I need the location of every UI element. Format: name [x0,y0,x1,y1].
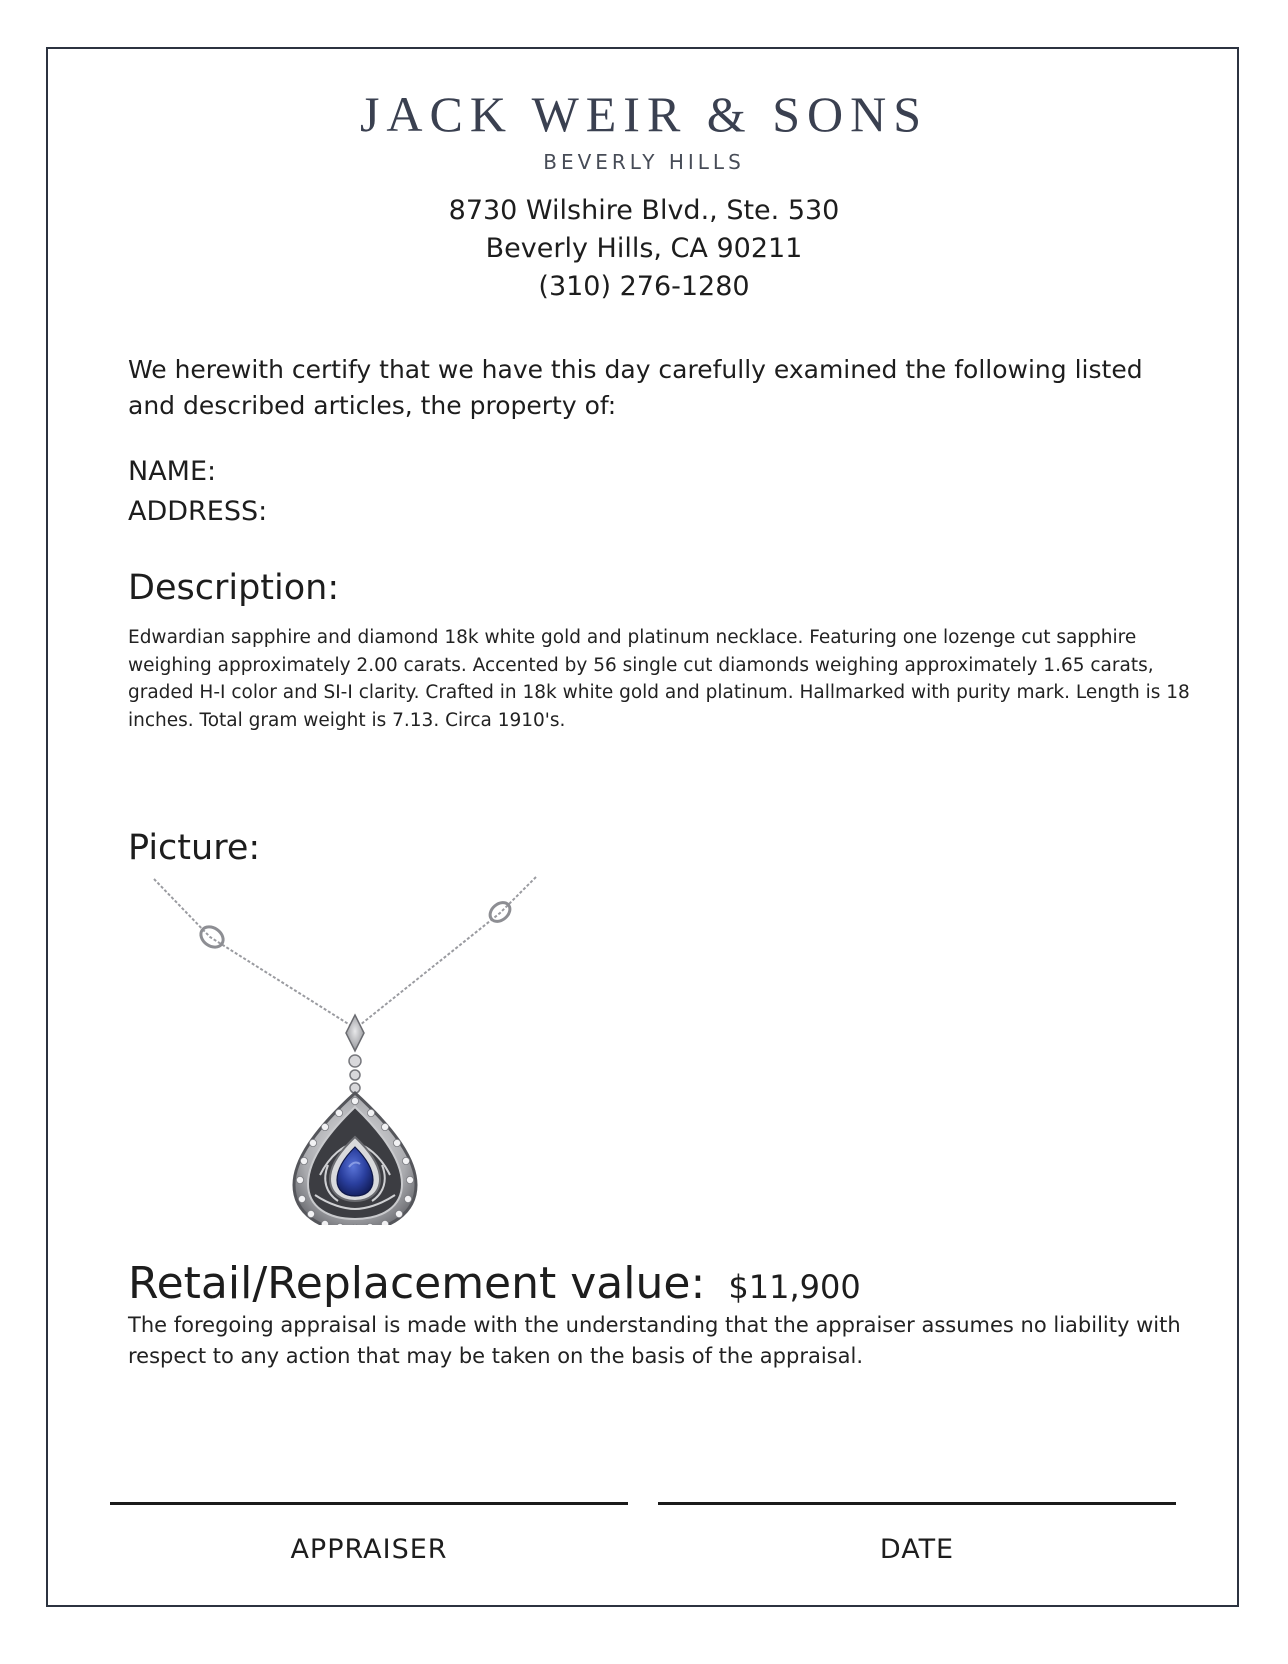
necklace-picture [150,875,540,1225]
valuation-label: Retail/Replacement value: [128,1258,706,1309]
name-field-label: NAME: [128,456,217,487]
pendant-body [294,1093,416,1225]
chain [154,877,536,1025]
address-field-label: ADDRESS: [128,496,268,527]
date-label: DATE [879,1534,955,1565]
valuation-row [128,1256,861,1312]
pendant-bail [346,1015,364,1093]
description-heading: Description: [128,568,340,608]
appraiser-signature-line [110,1502,628,1505]
valuation-amount: $11,900 [728,1268,861,1306]
address-city: Beverly Hills, CA 90211 [485,233,803,264]
description-text: Edwardian sapphire and diamond 18k white gold and platinum necklace. Featuring one lozenge cut sapphire weighing approximately 2.00 carats. Accented by 56 single cut diamonds weighing approximately 1.65 carats, graded H-I color and SI-I clarity. Crafted in 18k white gold and platinum. Hallmarked with purity mark. Length is 18 inches. Total gram weight is 7.13. Circa 1910's. [128,627,1190,731]
picture-heading: Picture: [128,828,261,868]
phone-number: (310) 276-1280 [538,271,750,302]
brand-city: BEVERLY HILLS [543,150,745,174]
address-street: 8730 Wilshire Blvd., Ste. 530 [448,195,840,226]
brand-name: JACK WEIR & SONS [359,86,929,142]
disclaimer-text: The foregoing appraisal is made with the understanding that the appraiser assumes no liability with respect to any action that may be taken on the basis of the appraisal. [128,1313,1181,1368]
certification-statement: We herewith certify that we have this day carefully examined the following listed and described articles, the property of: [128,355,1143,420]
appraiser-label: APPRAISER [290,1534,448,1565]
date-signature-line [658,1502,1176,1505]
